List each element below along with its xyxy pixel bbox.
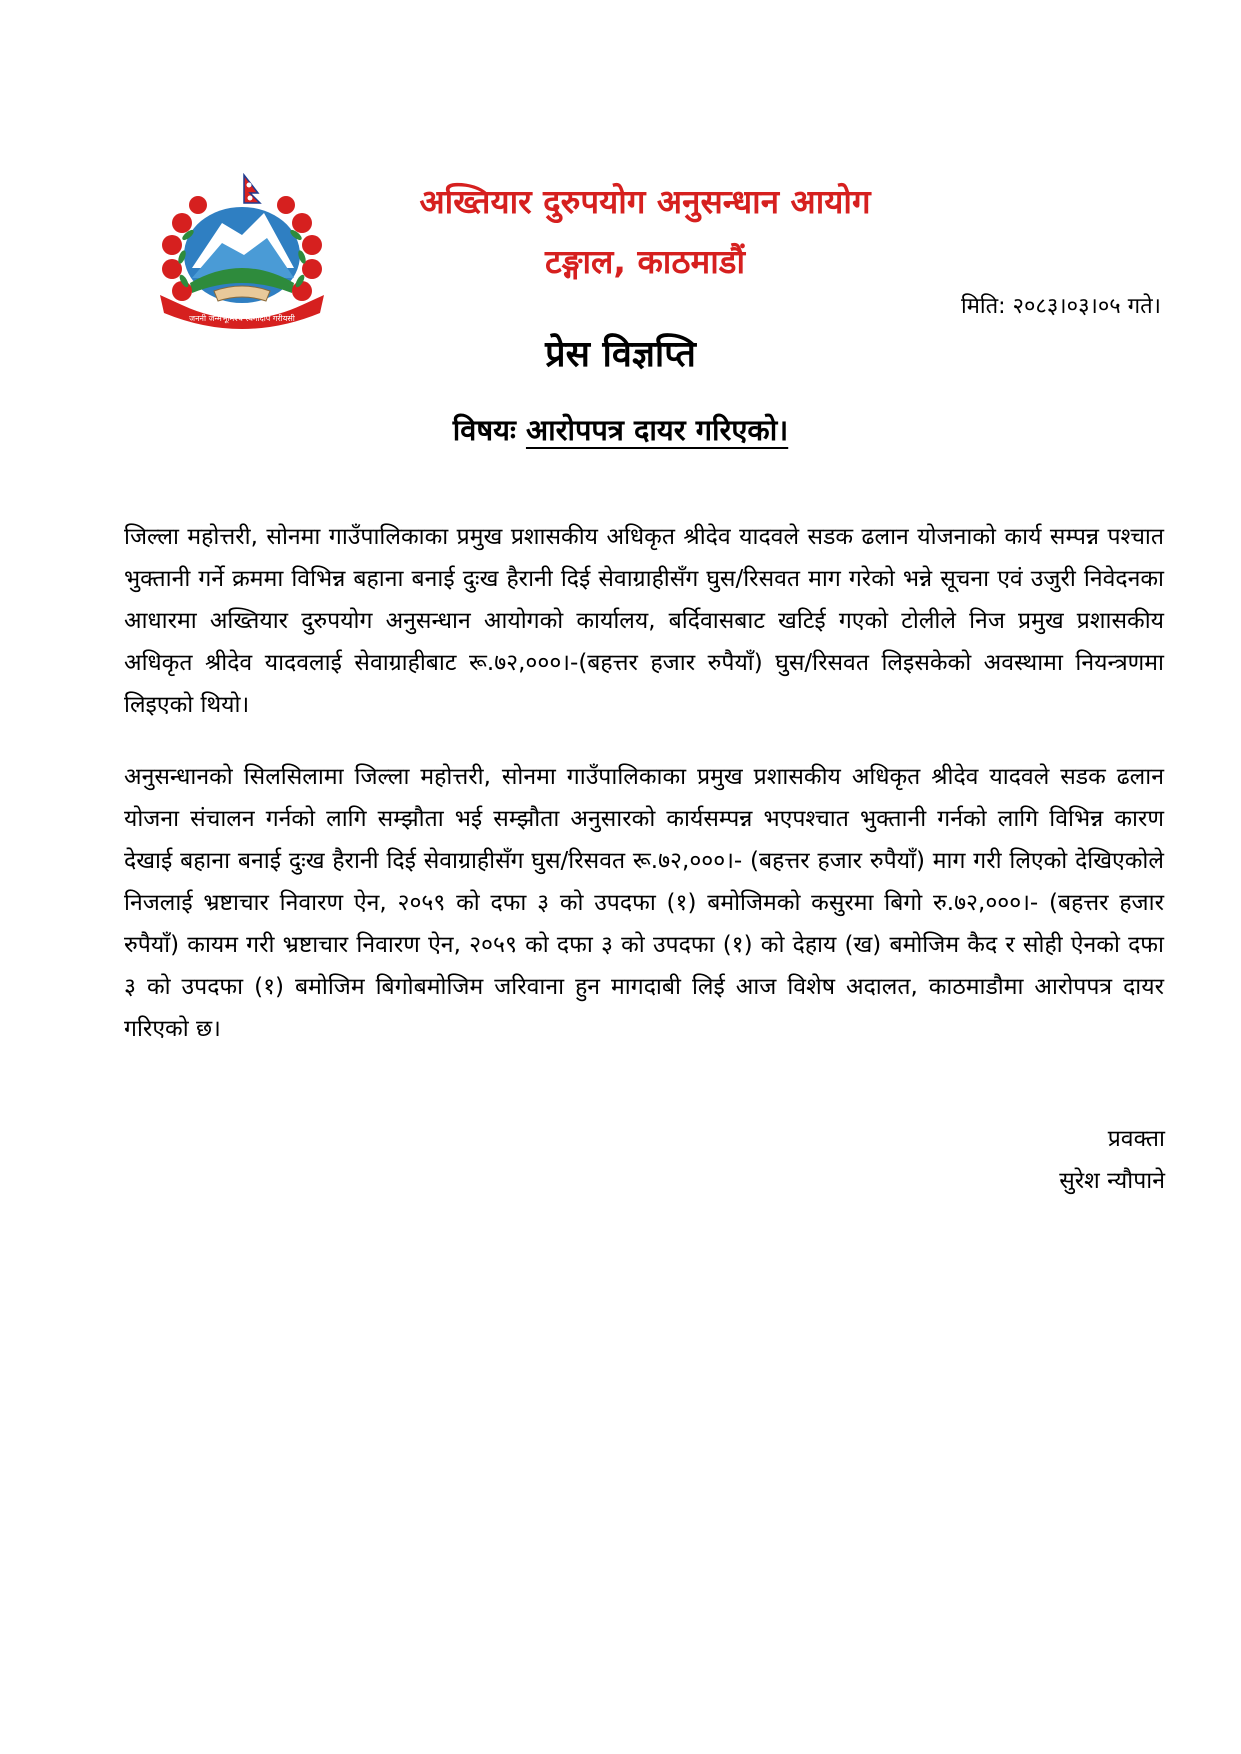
subject-line — [0, 410, 1241, 449]
emblem-motto: जननी जन्मभूमिश्च स्वर्गादपि गरीयसी — [189, 314, 295, 323]
document-body — [124, 516, 1164, 1080]
body-paragraph-2: अनुसन्धानको सिलसिलामा जिल्ला महोत्तरी, सोनमा गाउँपालिकाका प्रमुख प्रशासकीय अधिकृत श्रीदेव यादवले सडक ढलान योजना संचालन गर्नको लागि सम्झौता भई सम्झौता अनुसारको कार्यसम्पन्न भएपश्चात भुक्तानी गर्नको लागि विभिन्न कारण देखाई बहाना बनाई दुःख हैरानी दिई सेवाग्राहीसँग घुस/रिसवत रू.७२,०००।- (बहत्तर हजार रुपैयाँ) माग गरी लिएको देखिएकोले निजलाई भ्रष्टाचार निवारण ऐन, २०५९ को दफा ३ को उपदफा (१) बमोजिमको कसुरमा बिगो रु.७२,०००।- (बहत्तर हजार रुपैयाँ) कायम गरी भ्रष्टाचार निवारण ऐन, २०५९ को दफा ३ को उपदफा (१) को देहाय (ख) बमोजिम कैद र सोही ऐनको दफा ३ को उपदफा (१) बमोजिम बिगोबमोजिम जरिवाना हुन मागदाबी लिई आज विशेष अदालत, काठमाडौमा आरोपपत्र दायर गरिएको छ। — [124, 764, 1164, 1042]
signatory-role: प्रवक्ता — [1107, 1126, 1165, 1152]
signature-block — [1059, 1118, 1165, 1202]
issue-date: मिति: २०८३।०३।०५ गते। — [961, 294, 1161, 319]
signatory-name: सुरेश न्यौपाने — [1059, 1168, 1165, 1194]
nepal-government-emblem-icon — [152, 173, 332, 333]
subject-label: विषयः — [452, 413, 516, 447]
organization-address: टङ्गाल, काठमाडौं — [544, 242, 745, 281]
subject-text: आरोपपत्र दायर गरिएको। — [525, 413, 789, 447]
organization-name: अख्तियार दुरुपयोग अनुसन्धान आयोग — [419, 182, 871, 221]
body-paragraph-1: जिल्ला महोत्तरी, सोनमा गाउँपालिकाका प्रमुख प्रशासकीय अधिकृत श्रीदेव यादवले सडक ढलान योजनाको कार्य सम्पन्न पश्चात भुक्तानी गर्ने क्रममा विभिन्न बहाना बनाई दुःख हैरानी दिई सेवाग्राहीसँग घुस/रिसवत माग गरेको भन्ने सूचना एवं उजुरी निवेदनका आधारमा अख्तियार दुरुपयोग अनुसन्धान आयोगको कार्यालय, बर्दिवासबाट खटिई गएको टोलीले निज प्रमुख प्रशासकीय अधिकृत श्रीदेव यादवलाई सेवाग्राहीबाट रू.७२,०००।-(बहत्तर हजार रुपैयाँ) घुस/रिसवत लिइसकेको अवस्थामा नियन्त्रणमा लिइएको थियो। — [124, 524, 1164, 718]
document-title: प्रेस विज्ञप्ति — [545, 334, 696, 375]
